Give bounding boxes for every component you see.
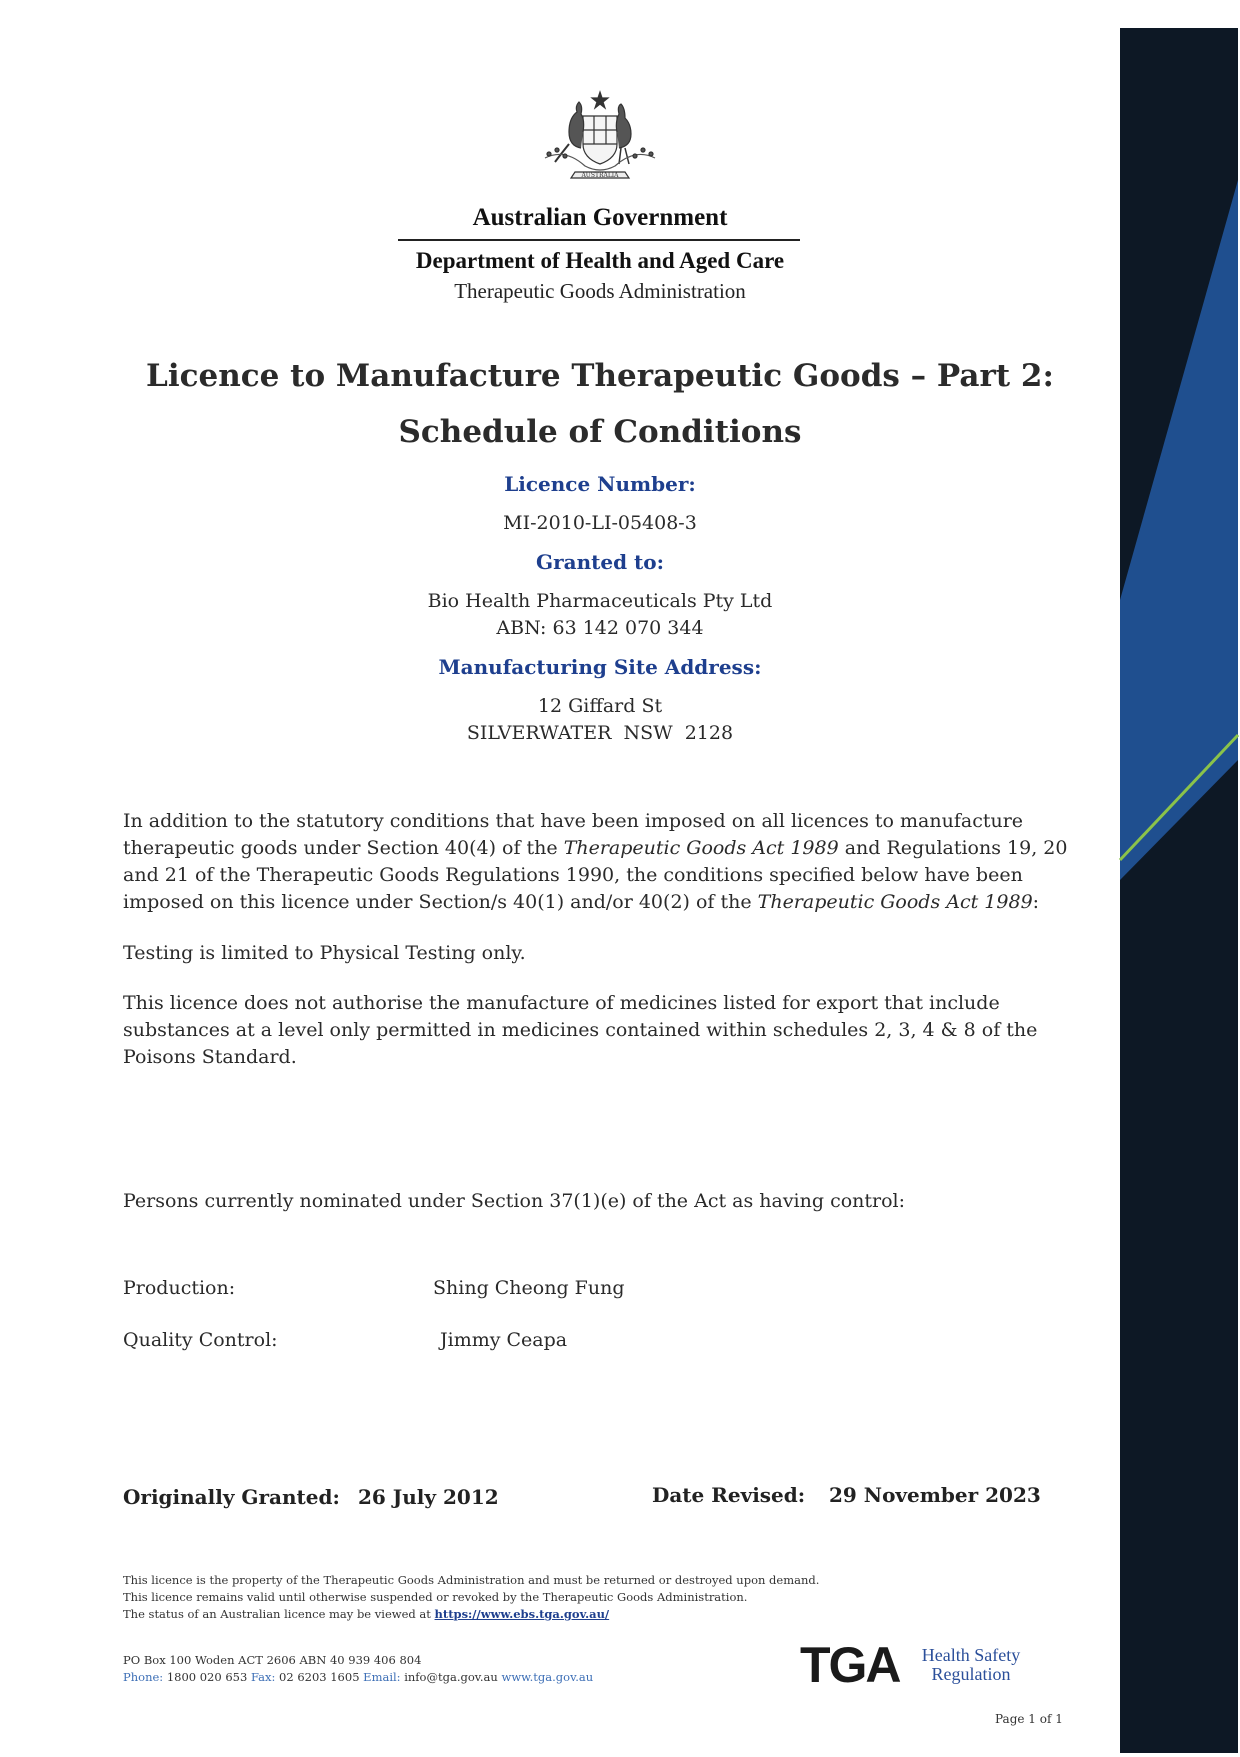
document-title-line-1: Licence to Manufacture Therapeutic Goods – Part 2: [146, 358, 1054, 394]
grantee-name: Bio Health Pharmaceuticals Pty Ltd [427, 590, 773, 612]
status-notice-text: The status of an Australian licence may be viewed at [123, 1607, 435, 1621]
originally-granted-label: Originally Granted: [123, 1485, 340, 1509]
grantee-abn: ABN: 63 142 070 344 [496, 617, 704, 639]
intro-text-c: : [1032, 891, 1040, 913]
production-person-name: Shing Cheong Fung [433, 1277, 625, 1299]
production-role-label: Production: [123, 1277, 236, 1299]
licence-number-label: Licence Number: [504, 472, 696, 496]
fax-number: 02 6203 1605 [279, 1670, 360, 1684]
quality-control-role-label: Quality Control: [123, 1329, 278, 1351]
header-divider [398, 239, 800, 241]
government-name: Australian Government [472, 204, 728, 231]
conditions-intro-paragraph [123, 808, 1078, 916]
australian-coat-of-arms-icon [525, 88, 675, 188]
intro-act-reference-2: Therapeutic Goods Act 1989 [757, 891, 1033, 913]
site-address-line-2-text: SILVERWATER NSW 2128 [466, 722, 734, 744]
licence-number-value: MI-2010-LI-05408-3 [503, 512, 697, 534]
site-address-label: Manufacturing Site Address: [438, 655, 762, 679]
property-notice: This licence is the property of the Therapeutic Goods Administration and must be returned or destroyed upon demand. [123, 1573, 820, 1587]
department-name: Department of Health and Aged Care [415, 248, 785, 273]
date-revised-label: Date Revised: [652, 1483, 806, 1507]
date-revised-value: 29 November 2023 [829, 1483, 1041, 1507]
intro-text-a: In addition to the statutory conditions that have been imposed on all licences to manufacture therapeutic goods under Section 40(4) of the [123, 810, 1024, 859]
document-title-line-2: Schedule of Conditions [398, 414, 802, 450]
condition-2: This licence does not authorise the manufacture of medicines listed for export that include substances at a level only permitted in medicines contained within schedules 2, 3, 4 & 8 of the Poisons Standard. [123, 992, 1038, 1068]
phone-label: Phone: [123, 1670, 164, 1684]
tga-tagline [916, 1646, 1026, 1684]
email-address[interactable]: info@tga.gov.au [404, 1670, 498, 1684]
website-link[interactable]: www.tga.gov.au [501, 1670, 594, 1684]
footer-contact [123, 1670, 593, 1684]
status-notice [123, 1607, 609, 1622]
fax-label: Fax: [250, 1670, 276, 1684]
email-label: Email: [363, 1670, 401, 1684]
tagline-line-2: Regulation [931, 1664, 1011, 1684]
footer-address: PO Box 100 Woden ACT 2606 ABN 40 939 406 804 [123, 1653, 422, 1667]
originally-granted-date: 26 July 2012 [358, 1485, 499, 1509]
intro-text-b: and Regulations 19, 20 and 21 of the Therapeutic Goods Regulations 1990, the conditions specified below have been imposed on this licence under Section/s 40(1) and/or 40(2) of the [123, 837, 1068, 913]
licence-status-link[interactable]: https://www.ebs.tga.gov.au/ [434, 1607, 610, 1621]
page-number: Page 1 of 1 [995, 1712, 1063, 1726]
decorative-side-stripe [1118, 0, 1240, 1753]
site-address-line-2 [300, 720, 900, 747]
condition-1: Testing is limited to Physical Testing only. [123, 942, 526, 964]
site-address-line-1: 12 Giffard St [537, 695, 663, 717]
persons-in-control-intro: Persons currently nominated under Section 37(1)(e) of the Act as having control: [123, 1190, 906, 1212]
tga-logo: TGA [800, 1637, 900, 1693]
phone-number: 1800 020 653 [166, 1670, 248, 1684]
validity-notice: This licence remains valid until otherwise suspended or revoked by the Therapeutic Goods Administration. [123, 1590, 748, 1604]
svg-text:AUSTRALIA: AUSTRALIA [581, 172, 619, 179]
intro-act-reference-1: Therapeutic Goods Act 1989 [563, 837, 839, 859]
agency-name: Therapeutic Goods Administration [454, 279, 746, 303]
granted-to-label: Granted to: [536, 550, 664, 574]
tagline-line-1: Health Safety [921, 1645, 1021, 1665]
quality-control-person-name: Jimmy Ceapa [440, 1329, 568, 1351]
